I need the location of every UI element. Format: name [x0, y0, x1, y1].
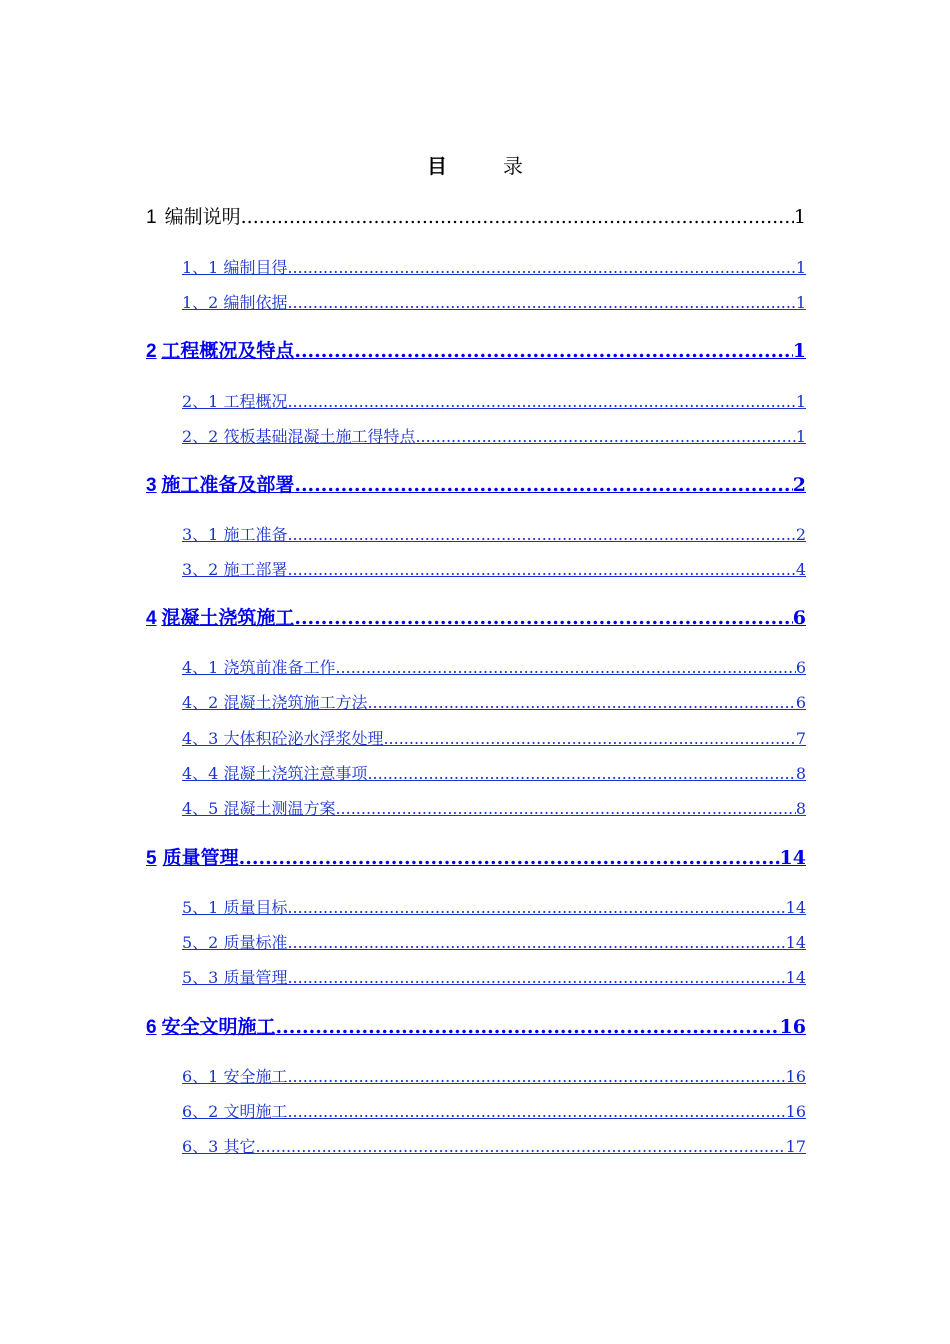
- section-label: 施工准备及部署: [161, 474, 295, 496]
- leader-dots: [287, 392, 795, 411]
- section-page: 1: [793, 206, 806, 228]
- subsection-label: 1、1 编制目得: [182, 258, 288, 277]
- subsection-label: 3、2 施工部署: [182, 560, 288, 579]
- section-number: 1: [146, 207, 157, 228]
- subsection-label: 4、4 混凝土浇筑注意事项: [182, 764, 368, 783]
- section-page: 1: [792, 340, 806, 362]
- subsection-page: 8: [795, 764, 806, 783]
- leader-dots: [367, 764, 795, 783]
- subsection-page: 8: [795, 799, 806, 818]
- subsection-page: 4: [795, 560, 806, 579]
- subsection-page: 6: [795, 693, 806, 712]
- subsection-page: 1: [795, 258, 806, 277]
- subsection-page: 17: [785, 1137, 806, 1156]
- subsection-label: 4、5 混凝土测温方案: [182, 799, 336, 818]
- leader-dots: [241, 206, 794, 228]
- section-page: 16: [779, 1016, 806, 1038]
- leader-dots: [287, 968, 785, 987]
- subsection-label: 6、3 其它: [182, 1137, 256, 1156]
- section-number: 2: [146, 341, 157, 362]
- leader-dots: [276, 1016, 780, 1038]
- leader-dots: [287, 933, 785, 952]
- subsection-page: 2: [795, 525, 806, 544]
- subsection-page: 14: [785, 933, 806, 952]
- leader-dots: [287, 293, 795, 312]
- leader-dots: [287, 898, 785, 917]
- leader-dots: [294, 607, 792, 629]
- leader-dots: [287, 525, 795, 544]
- leader-dots: [255, 1137, 785, 1156]
- leader-dots: [415, 427, 795, 446]
- subsection-page: 1: [795, 392, 806, 411]
- subsection-label: 4、2 混凝土浇筑施工方法: [182, 693, 368, 712]
- subsection-label: 4、1 浇筑前准备工作: [182, 658, 336, 677]
- subsection-label: 3、1 施工准备: [182, 525, 288, 544]
- leader-dots: [287, 1102, 785, 1121]
- subsection-label: 1、2 编制依据: [182, 293, 288, 312]
- subsection-label: 5、1 质量目标: [182, 898, 288, 917]
- section-label: 混凝土浇筑施工: [161, 607, 295, 629]
- subsection-page: 16: [785, 1067, 806, 1086]
- subsection-label: 4、3 大体积砼泌水浮浆处理: [182, 729, 384, 748]
- leader-dots: [294, 340, 792, 362]
- leader-dots: [239, 847, 780, 869]
- section-number: 3: [146, 475, 157, 496]
- subsection-label: 2、1 工程概况: [182, 392, 288, 411]
- section-page: 6: [792, 607, 806, 629]
- leader-dots: [335, 658, 795, 677]
- leader-dots: [287, 258, 795, 277]
- leader-dots: [335, 799, 795, 818]
- subsection-label: 2、2 筏板基础混凝土施工得特点: [182, 427, 416, 446]
- section-number: 6: [146, 1017, 157, 1038]
- leader-dots: [287, 1067, 785, 1086]
- subsection-label: 5、3 质量管理: [182, 968, 288, 987]
- subsection-page: 6: [795, 658, 806, 677]
- subsection-page: 1: [795, 293, 806, 312]
- subsection-page: 16: [785, 1102, 806, 1121]
- subsection-label: 6、2 文明施工: [182, 1102, 288, 1121]
- section-label: 工程概况及特点: [161, 340, 295, 362]
- subsection-label: 5、2 质量标准: [182, 933, 288, 952]
- section-page: 14: [779, 847, 806, 869]
- section-label: 质量管理: [162, 847, 239, 869]
- section-label: 编制说明: [164, 206, 241, 228]
- section-number: 5: [146, 848, 157, 869]
- toc-title-part2: 录: [503, 154, 523, 178]
- leader-dots: [383, 729, 795, 748]
- section-label: 安全文明施工: [161, 1016, 276, 1038]
- subsection-label: 6、1 安全施工: [182, 1067, 288, 1086]
- subsection-page: 7: [795, 729, 806, 748]
- subsection-page: 14: [785, 968, 806, 987]
- leader-dots: [287, 560, 795, 579]
- leader-dots: [294, 474, 792, 496]
- subsection-page: 14: [785, 898, 806, 917]
- section-page: 2: [792, 474, 806, 496]
- leader-dots: [367, 693, 795, 712]
- subsection-page: 1: [795, 427, 806, 446]
- toc-title-part1: 目: [427, 154, 447, 178]
- section-number: 4: [146, 608, 157, 629]
